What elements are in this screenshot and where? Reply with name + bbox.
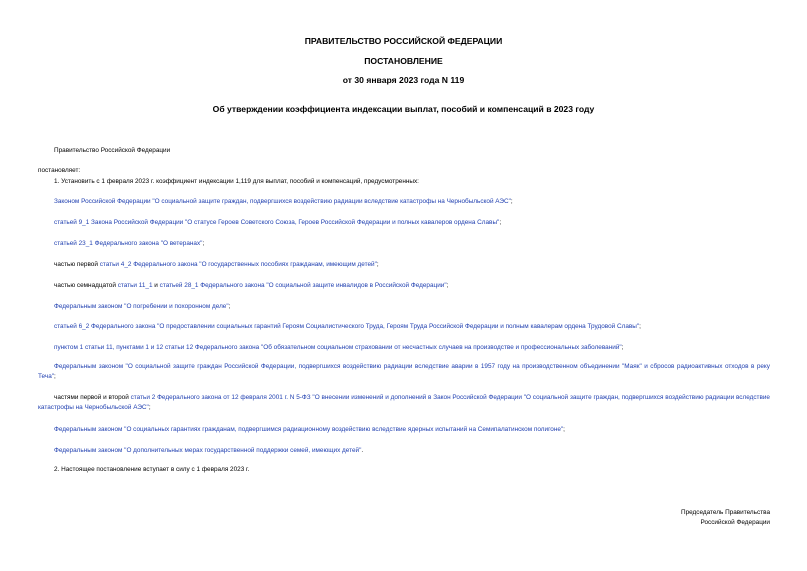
resolves-text: постановляет:	[38, 167, 81, 174]
law-link[interactable]: Законом Российской Федерации "О социальной защите граждан, подвергшихся воздействию радиации вследствие катастрофы на Чернобыльской АЭС"	[54, 198, 511, 205]
signature-title-line2: Российской Федерации	[700, 519, 770, 526]
law-item	[54, 343, 623, 352]
law-item	[54, 260, 379, 269]
law-prefix: частями первой и второй	[54, 394, 131, 401]
signature-title: Председатель Правительства	[681, 509, 770, 516]
law-link[interactable]: статьей 9_1 Закона Российской Федерации "О статусе Героев Советского Союза, Героев Российской Федерации и полных кавалеров ордена Славы"	[54, 219, 500, 226]
law-suffix: ;	[54, 373, 56, 380]
law-item	[54, 239, 204, 248]
law-suffix: ;	[563, 426, 565, 433]
law-link[interactable]: Федеральным законом "О социальных гарантиях гражданам, подвергшимся радиационному воздействию вследствие ядерных испытаний на Семипалатинском полигоне"	[54, 426, 564, 433]
law-suffix: .	[361, 447, 364, 454]
law-link[interactable]: статьей 6_2 Федерального закона "О предоставлении социальных гарантий Героям Социалистического Труда, Героям Труда Российской Федерации и полным кавалерам ордена Трудовой Славы"	[54, 323, 640, 330]
law-item	[54, 302, 230, 311]
law-link[interactable]: Федеральным законом "О дополнительных мерах государственной поддержки семей, имеющих детей"	[54, 447, 362, 454]
law-item	[54, 218, 501, 227]
date-number-heading: от 30 января 2023 года N 119	[342, 75, 465, 85]
law-link[interactable]: статьи 2 Федерального закона от 12 февраля 2001 г. N 5-ФЗ "О внесении изменений и дополнений в Закон Российской Федерации "О социальной защите граждан, подвергшихся воздействию радиации вследствие катастрофы на Чернобыльской АЭС"	[38, 394, 770, 411]
law-suffix: ;	[510, 198, 513, 205]
law-item	[54, 281, 448, 290]
law-link[interactable]: статьи 11_1	[117, 282, 153, 289]
law-suffix: ;	[202, 240, 205, 247]
law-suffix: ;	[446, 282, 449, 289]
law-suffix: ;	[639, 323, 641, 330]
law-suffix: ;	[148, 404, 151, 411]
law-link[interactable]: статьи 4_2 Федерального закона "О государственных пособиях гражданам, имеющим детей"	[99, 261, 377, 268]
law-link[interactable]: статьей 28_1 Федерального закона "О социальной защите инвалидов в Российской Федерации"	[159, 282, 447, 289]
law-link[interactable]: Федеральным законом "О социальной защите граждан Российской Федерации, подвергшихся воздействию радиации вследствие аварии в 1957 году на производственном объединении "Маяк" и сбросов радиоактивных отходов в реку Теча"	[38, 363, 770, 380]
law-item	[54, 322, 641, 331]
law-suffix: ;	[499, 219, 502, 226]
law-item-5fz	[38, 393, 770, 413]
document-type-heading: ПОСТАНОВЛЕНИЕ	[364, 56, 443, 66]
law-link[interactable]: статьей 23_1 Федерального закона "О ветеранах"	[54, 240, 203, 247]
law-item-mayak	[38, 362, 770, 382]
law-suffix: ;	[621, 344, 624, 351]
preamble-text: Правительство Российской Федерации	[54, 147, 171, 154]
law-suffix: ;	[376, 261, 379, 268]
law-prefix: частью первой	[54, 261, 100, 268]
law-link[interactable]: Федеральным законом "О погребении и похоронном деле"	[54, 303, 229, 310]
law-middle: и	[152, 282, 160, 289]
document-title: Об утверждении коэффициента индексации выплат, пособий и компенсаций в 2023 году	[212, 104, 595, 114]
law-link[interactable]: пунктом 1 статьи 11, пунктами 1 и 12 статьи 12 Федерального закона "Об обязательном социальном страховании от несчастных случаев на производстве и профессиональных заболеваний"	[54, 344, 622, 351]
item-2-text: 2. Настоящее постановление вступает в силу с 1 февраля 2023 г.	[54, 466, 250, 473]
law-suffix: ;	[228, 303, 231, 310]
law-item-semipalatinsk	[54, 425, 565, 434]
law-prefix: частью семнадцатой	[54, 282, 118, 289]
law-item-families	[54, 446, 363, 455]
item-1-text: 1. Установить с 1 февраля 2023 г. коэффициент индексации 1,119 для выплат, пособий и компенсаций, предусмотренных:	[54, 178, 419, 185]
law-item	[54, 197, 513, 206]
issuer-heading: ПРАВИТЕЛЬСТВО РОССИЙСКОЙ ФЕДЕРАЦИИ	[304, 36, 503, 46]
